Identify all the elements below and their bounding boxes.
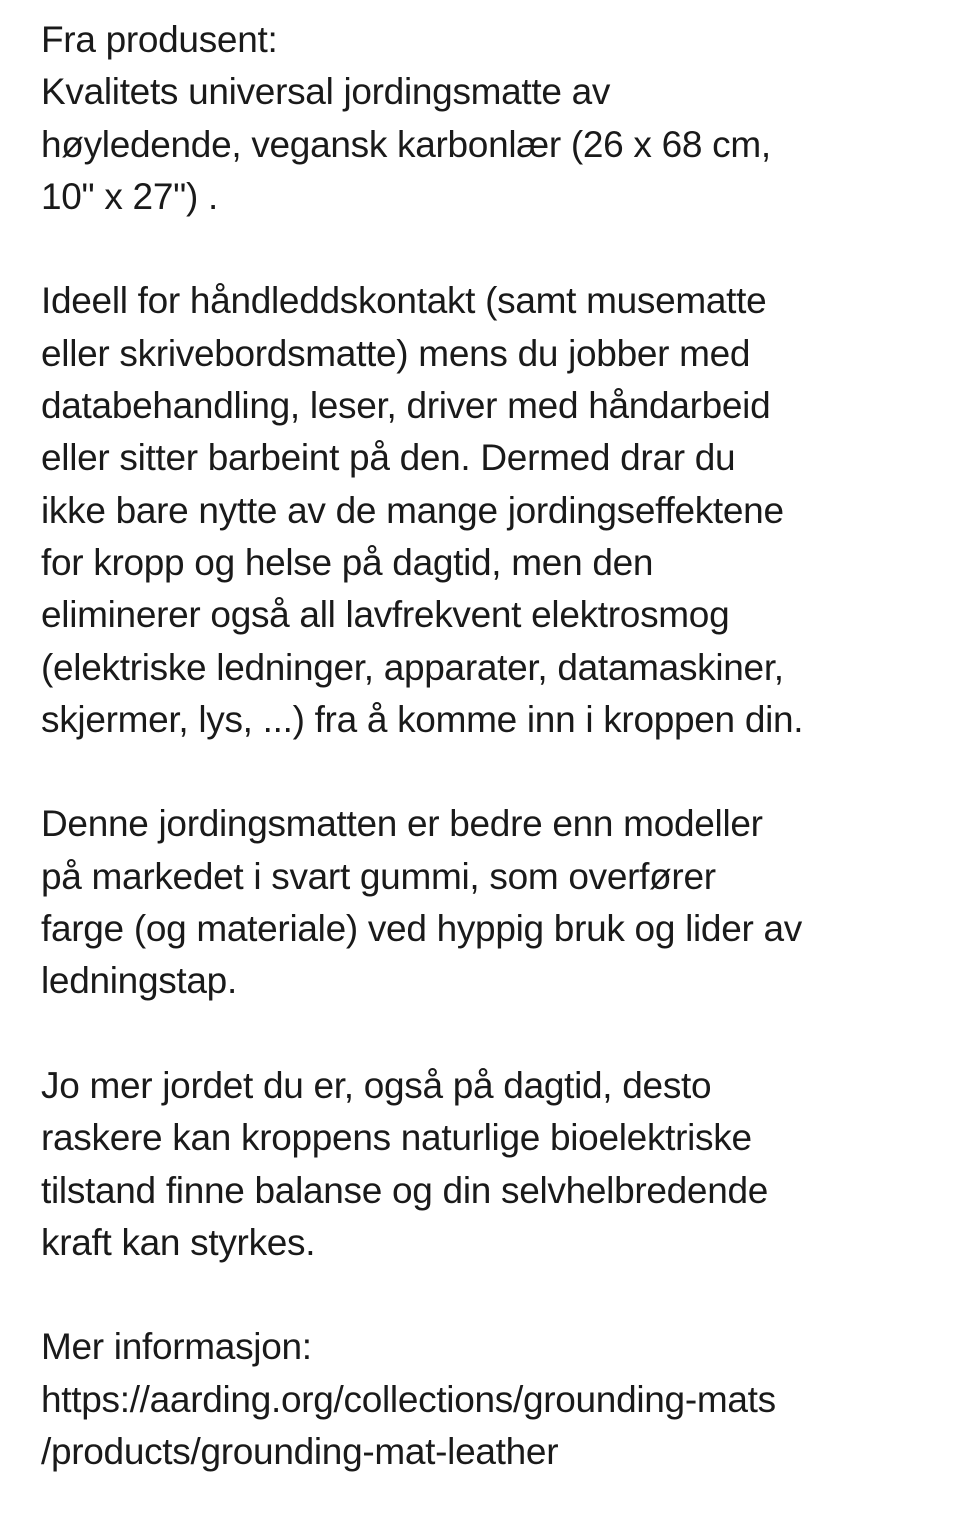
text-line: databehandling, leser, driver med håndarbeid <box>41 385 771 427</box>
paragraph-benefits <box>41 1060 941 1269</box>
text-line: tilstand finne balanse og din selvhelbredende <box>41 1169 769 1211</box>
text-line: Kvalitets universal jordingsmatte av <box>41 71 611 113</box>
text-line: raskere kan kroppens naturlige bioelektriske <box>41 1117 752 1159</box>
text-line: ikke bare nytte av de mange jordingseffektene <box>41 489 784 531</box>
text-line: (elektriske ledninger, apparater, datamaskiner, <box>41 646 784 688</box>
text-line: eller sitter barbeint på den. Dermed drar du <box>41 437 736 479</box>
text-line: farge (og materiale) ved hyppig bruk og lider av <box>41 908 802 950</box>
product-link-line-2[interactable]: /products/grounding-mat-leather <box>41 1431 559 1473</box>
paragraph-comparison <box>41 798 941 1007</box>
text-line: kraft kan styrkes. <box>41 1221 316 1263</box>
more-info-label: Mer informasjon: <box>41 1326 312 1368</box>
section-heading-manufacturer: Fra produsent: <box>41 19 278 60</box>
product-link[interactable] <box>41 1374 941 1479</box>
text-line: skjermer, lys, ...) fra å komme inn i kroppen din. <box>41 698 804 740</box>
text-line: eliminerer også all lavfrekvent elektrosmog <box>41 594 730 636</box>
paragraph-usage <box>41 275 941 746</box>
text-line: ledningstap. <box>41 960 237 1002</box>
text-line: på markedet i svart gummi, som overfører <box>41 855 716 897</box>
text-line: eller skrivebordsmatte) mens du jobber med <box>41 332 751 374</box>
text-line: høyledende, vegansk karbonlær (26 x 68 cm, <box>41 123 771 165</box>
product-link-line-1[interactable]: https://aarding.org/collections/grounding-mats <box>41 1378 776 1420</box>
product-description <box>41 14 941 1531</box>
text-line: 10" x 27") . <box>41 175 218 217</box>
paragraph-more-info <box>41 1321 941 1478</box>
text-line: Jo mer jordet du er, også på dagtid, desto <box>41 1064 712 1106</box>
text-line: for kropp og helse på dagtid, men den <box>41 541 654 583</box>
text-line: Ideell for håndleddskontakt (samt musematte <box>41 280 767 322</box>
paragraph-manufacturer-intro <box>41 14 941 223</box>
text-line: Denne jordingsmatten er bedre enn modeller <box>41 803 763 845</box>
